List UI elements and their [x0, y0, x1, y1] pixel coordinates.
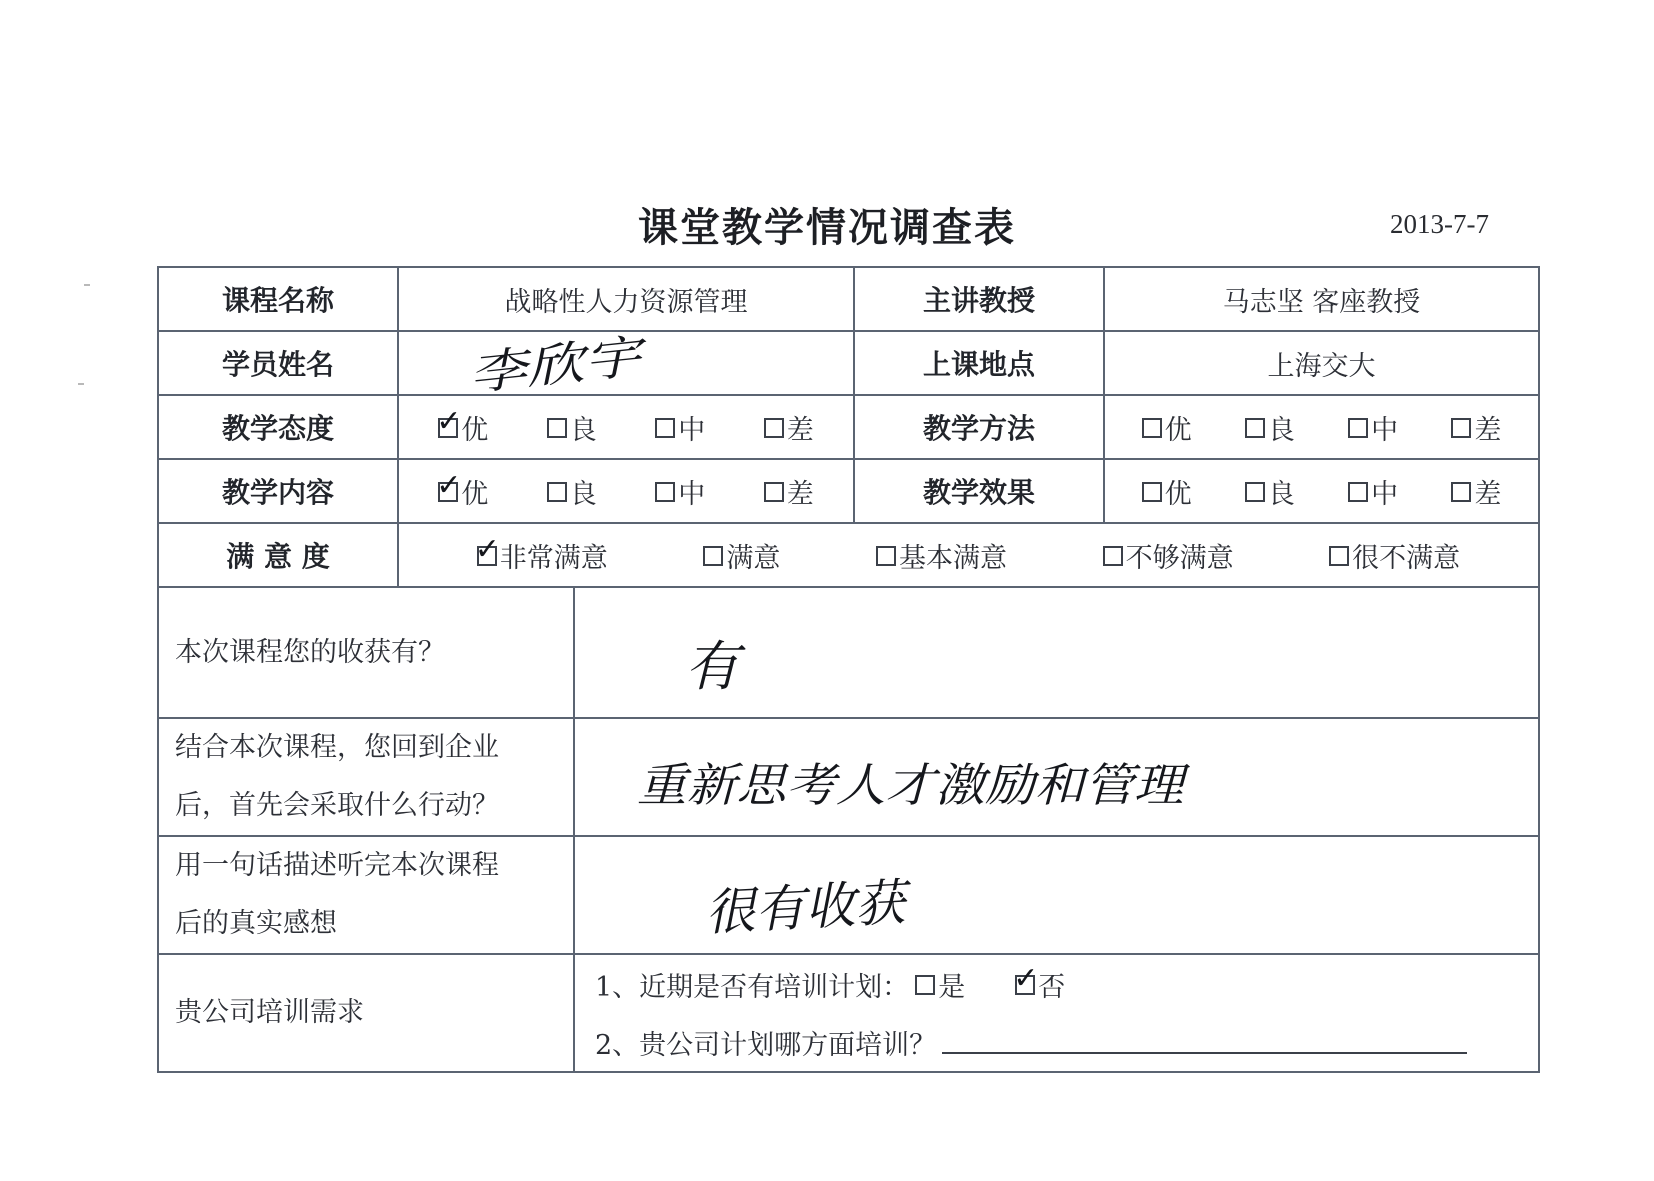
- row-question-gains: [158, 587, 1539, 718]
- checkbox[interactable]: [1348, 482, 1368, 502]
- check-mark-icon: ✓: [436, 468, 462, 503]
- feeling-answer-cell: [574, 836, 1539, 954]
- training-area-question: 2、贵公司计划哪方面培训？: [595, 1029, 937, 1061]
- feeling-question: [158, 836, 574, 954]
- course-value: 战略性人力资源管理: [398, 267, 854, 331]
- checkbox-checked[interactable]: [436, 468, 462, 503]
- student-label: 学员姓名: [158, 331, 398, 395]
- training-answers: [574, 954, 1539, 1072]
- feeling-question-line-2: 后的真实感想: [175, 908, 337, 939]
- effect-option-average[interactable]: 中: [1348, 472, 1398, 511]
- checkbox[interactable]: [1142, 418, 1162, 438]
- effect-option-good[interactable]: 良: [1245, 472, 1295, 511]
- satisfaction-option-not-satisfied-enough[interactable]: 不够满意: [1103, 536, 1234, 575]
- row-question-action: [158, 718, 1539, 836]
- checkbox[interactable]: [1245, 418, 1265, 438]
- content-option-poor[interactable]: 差: [764, 472, 814, 511]
- content-option-average[interactable]: 中: [655, 472, 705, 511]
- student-signature-cell: [398, 329, 854, 401]
- checkbox[interactable]: [915, 975, 935, 995]
- satisfaction-option-satisfied[interactable]: 满意: [703, 536, 780, 575]
- method-option-good[interactable]: 良: [1245, 408, 1295, 447]
- checkbox[interactable]: [764, 482, 784, 502]
- content-option-good[interactable]: 良: [547, 472, 597, 511]
- checkbox[interactable]: [655, 418, 675, 438]
- form-date: 2013-7-7: [1390, 209, 1489, 239]
- row-student: [158, 331, 1539, 395]
- row-question-feeling: [158, 836, 1539, 954]
- gains-question: 本次课程您的收获有？: [158, 587, 574, 718]
- checkbox-checked[interactable]: [474, 532, 500, 567]
- checkbox[interactable]: [1451, 482, 1471, 502]
- checkbox[interactable]: [1103, 546, 1123, 566]
- checkbox[interactable]: [764, 418, 784, 438]
- training-plan-no[interactable]: ✓ 否: [1013, 961, 1066, 1003]
- row-training-needs: [158, 954, 1539, 1072]
- gains-answer: 有: [685, 635, 739, 698]
- form-title: 课堂教学情况调查表: [638, 205, 1016, 251]
- action-question: [158, 718, 574, 836]
- training-area-blank[interactable]: [942, 1030, 1467, 1054]
- method-option-poor[interactable]: 差: [1451, 408, 1501, 447]
- check-mark-icon: ✓: [474, 532, 500, 567]
- checkbox[interactable]: [703, 546, 723, 566]
- method-option-excellent[interactable]: 优: [1142, 408, 1192, 447]
- method-option-average[interactable]: 中: [1348, 408, 1398, 447]
- location-label: 上课地点: [854, 331, 1104, 395]
- content-label: 教学内容: [158, 459, 398, 523]
- checkbox[interactable]: [1245, 482, 1265, 502]
- action-question-line-1: 结合本次课程，您回到企业: [175, 732, 499, 763]
- location-value: 上海交大: [1104, 331, 1539, 395]
- action-question-line-2: 后，首先会采取什么行动？: [175, 790, 499, 821]
- attitude-option-average[interactable]: 中: [655, 408, 705, 447]
- satisfaction-label: 满 意 度: [158, 523, 398, 587]
- attitude-options: [398, 395, 854, 459]
- training-plan-line: [575, 955, 1538, 1013]
- satisfaction-option-basically-satisfied[interactable]: 基本满意: [876, 536, 1007, 575]
- content-options: [398, 459, 854, 523]
- checkbox[interactable]: [1329, 546, 1349, 566]
- training-area-line: [575, 1013, 1538, 1071]
- attitude-option-good[interactable]: 良: [547, 408, 597, 447]
- training-plan-question: 1、近期是否有培训计划：: [595, 971, 910, 1003]
- professor-label: 主讲教授: [854, 267, 1104, 331]
- satisfaction-option-very-satisfied[interactable]: ✓ 非常满意: [474, 532, 608, 574]
- effect-option-poor[interactable]: 差: [1451, 472, 1501, 511]
- professor-value: 马志坚 客座教授: [1104, 267, 1539, 331]
- checkbox[interactable]: [655, 482, 675, 502]
- action-answer-cell: [574, 718, 1539, 836]
- row-attitude-method: [158, 395, 1539, 459]
- student-signature: 李欣宇: [466, 329, 644, 401]
- attitude-option-excellent[interactable]: ✓ 优: [436, 404, 489, 446]
- satisfaction-options: [398, 523, 1539, 587]
- training-plan-yes[interactable]: 是: [915, 965, 965, 1004]
- checkbox[interactable]: [547, 418, 567, 438]
- feeling-answer: 很有收获: [703, 873, 907, 942]
- checkbox[interactable]: [1451, 418, 1471, 438]
- row-content-effect: [158, 459, 1539, 523]
- survey-table: [157, 266, 1540, 1073]
- check-mark-icon: ✓: [436, 404, 462, 439]
- course-label: 课程名称: [158, 267, 398, 331]
- feeling-question-line-1: 用一句话描述听完本次课程: [175, 850, 499, 881]
- method-options: [1104, 395, 1539, 459]
- gains-answer-cell: [574, 587, 1539, 718]
- action-answer: 重新思考人才激励和管理: [637, 758, 1184, 812]
- effect-label: 教学效果: [854, 459, 1104, 523]
- row-course: [158, 267, 1539, 331]
- content-option-excellent[interactable]: ✓ 优: [436, 468, 489, 510]
- scan-speck: [78, 383, 84, 385]
- method-label: 教学方法: [854, 395, 1104, 459]
- scan-speck: [84, 284, 90, 286]
- checkbox[interactable]: [1348, 418, 1368, 438]
- checkbox-checked[interactable]: [1013, 961, 1039, 996]
- training-label: 贵公司培训需求: [158, 954, 574, 1072]
- check-mark-icon: ✓: [1013, 961, 1039, 996]
- attitude-option-poor[interactable]: 差: [764, 408, 814, 447]
- checkbox[interactable]: [547, 482, 567, 502]
- attitude-label: 教学态度: [158, 395, 398, 459]
- checkbox-checked[interactable]: [436, 404, 462, 439]
- satisfaction-option-very-unsatisfied[interactable]: 很不满意: [1329, 536, 1460, 575]
- effect-options: [1104, 459, 1539, 523]
- checkbox[interactable]: [1142, 482, 1162, 502]
- effect-option-excellent[interactable]: 优: [1142, 472, 1192, 511]
- row-satisfaction: [158, 523, 1539, 587]
- checkbox[interactable]: [876, 546, 896, 566]
